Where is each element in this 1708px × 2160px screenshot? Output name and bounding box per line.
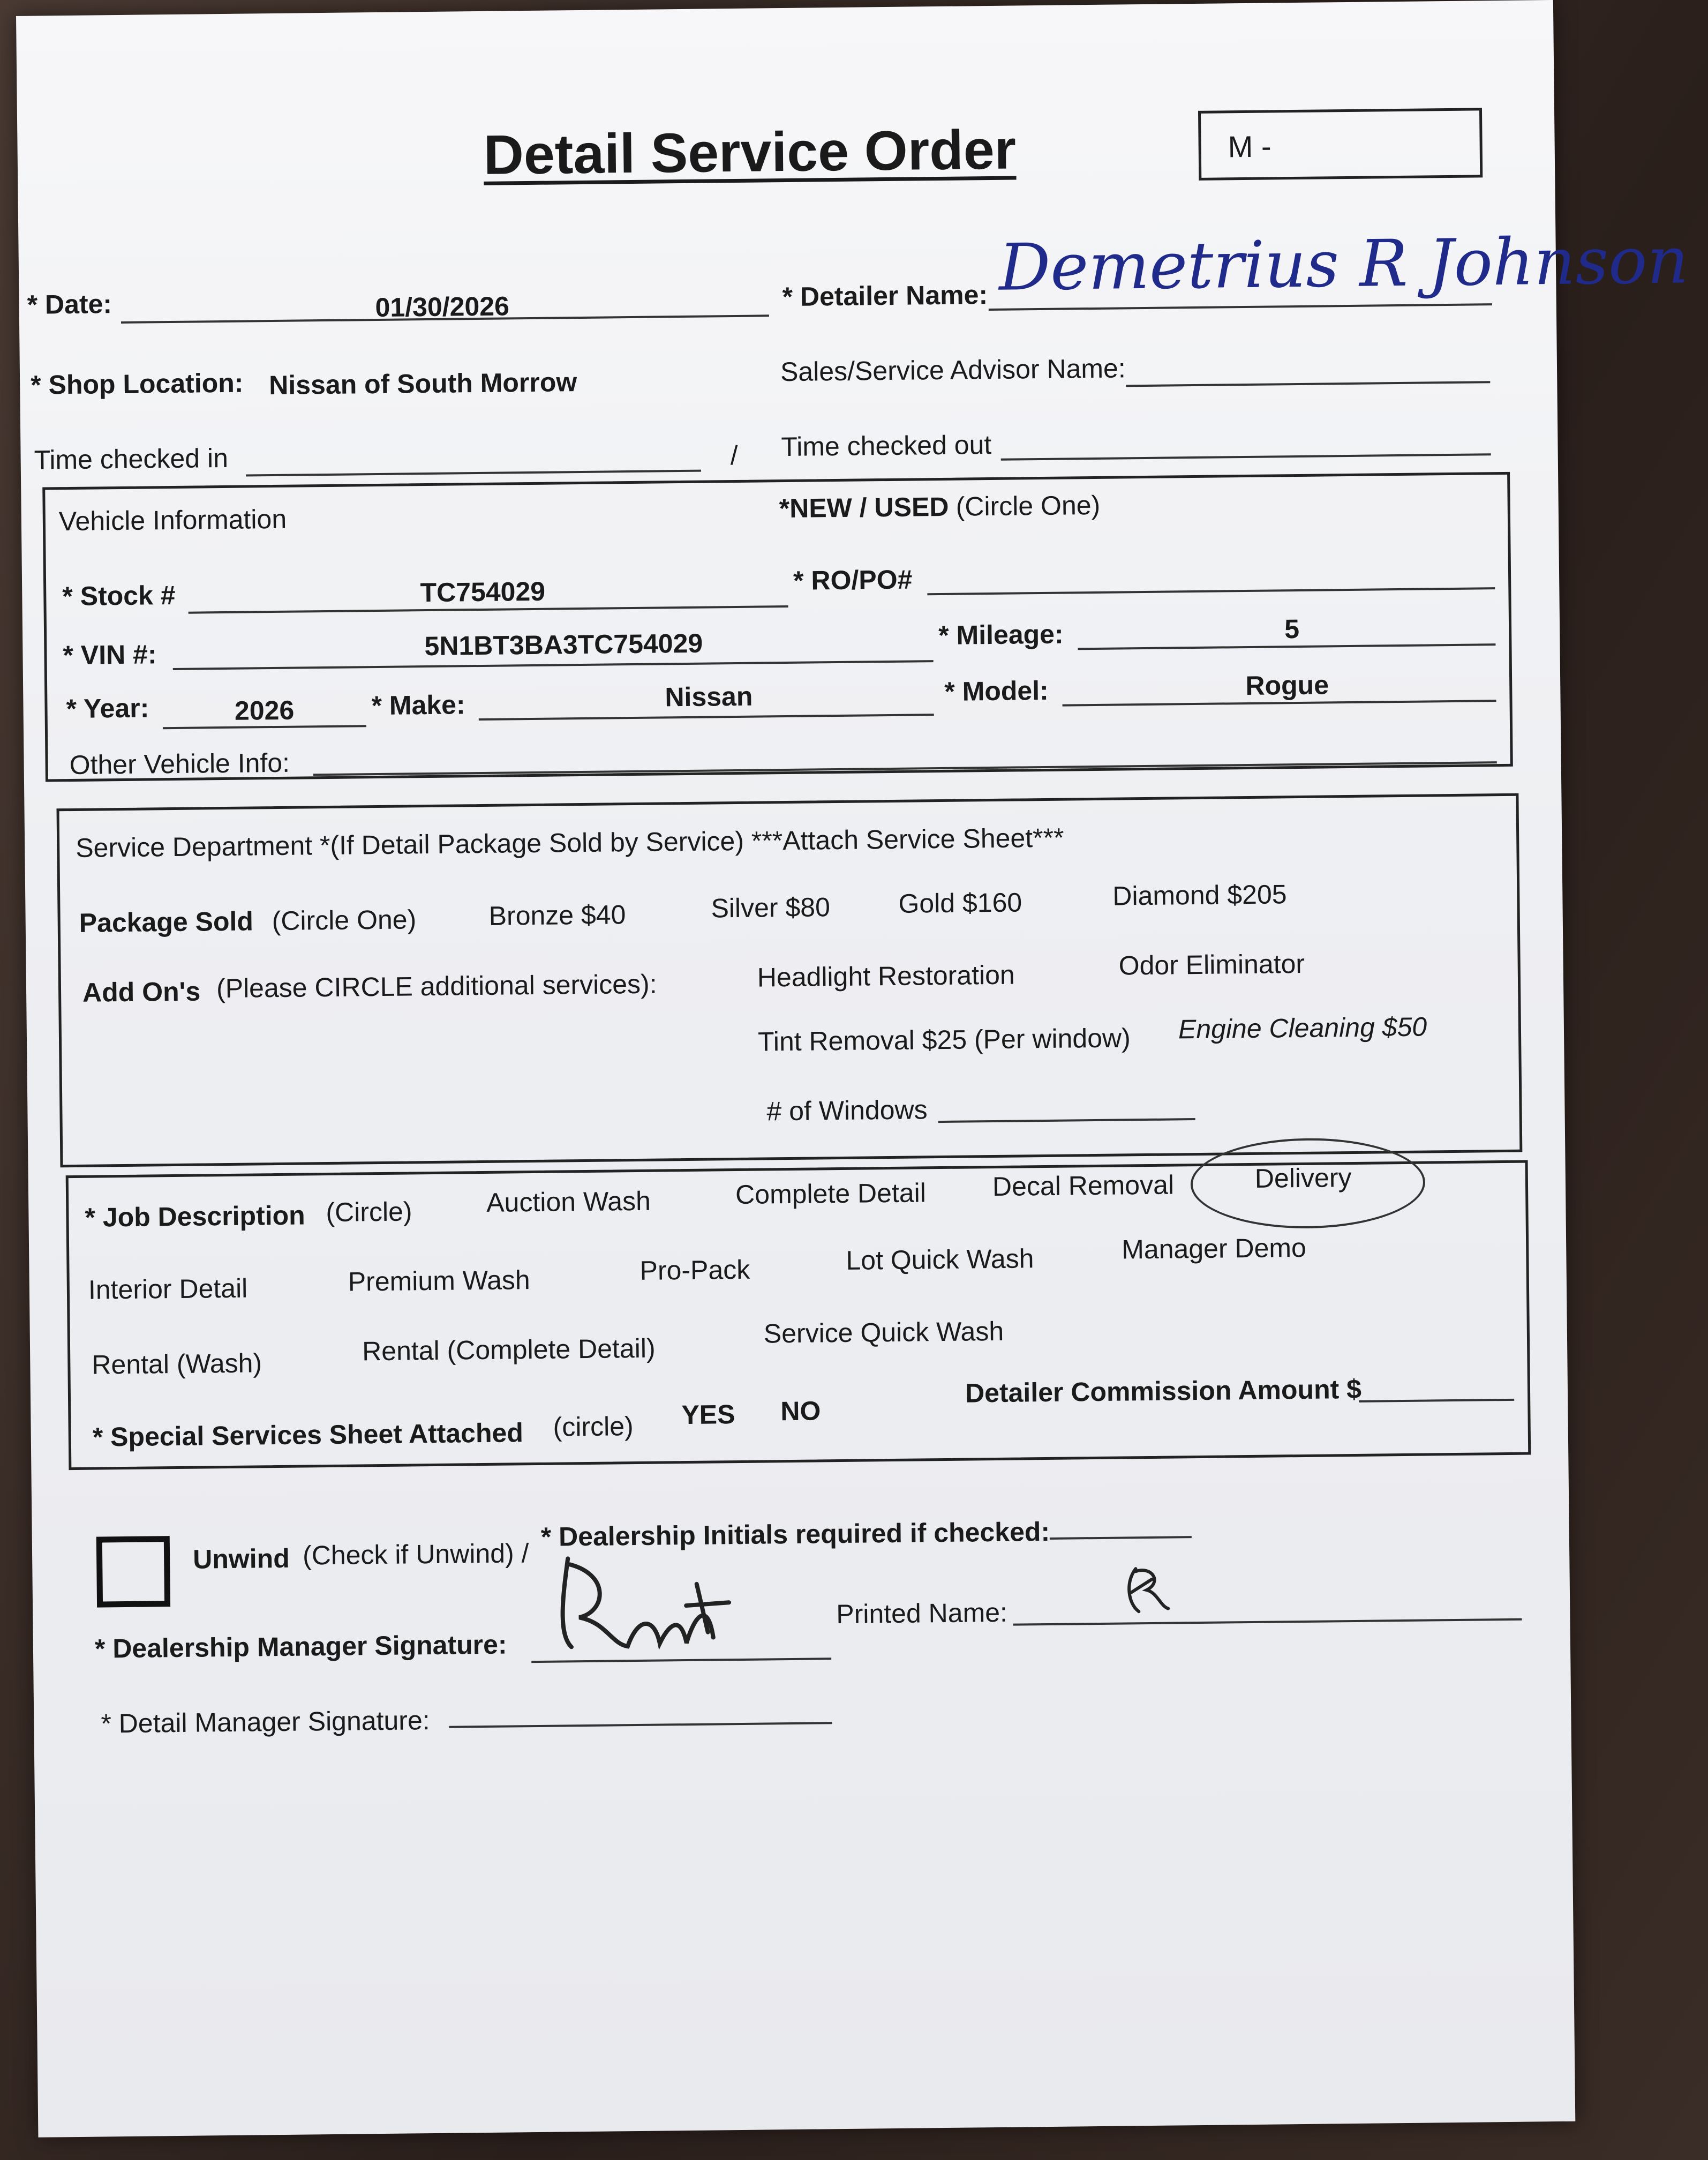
shop-location-value[interactable]: Nissan of South Morrow [268,367,577,401]
unwind-label: Unwind [192,1543,290,1574]
job-lot-quick-wash[interactable]: Lot Quick Wash [846,1243,1034,1276]
time-out-line[interactable] [1001,453,1491,461]
detailer-name-signature[interactable]: Demetrius R Johnson [998,223,1689,305]
commission-label: Detailer Commission Amount $ [965,1374,1362,1408]
detail-manager-signature-label: * Detail Manager Signature: [101,1705,430,1739]
package-diamond[interactable]: Diamond $205 [1112,879,1287,911]
special-services-hint: (circle) [553,1411,634,1442]
date-label: * Date: [27,289,112,320]
unwind-hint: (Check if Unwind) / [302,1538,529,1571]
printed-name-line[interactable] [1013,1618,1522,1626]
make-value[interactable]: Nissan [665,681,753,712]
addon-headlight-restoration[interactable]: Headlight Restoration [757,959,1015,993]
form-number-label: M - [1228,129,1271,164]
special-services-no[interactable]: NO [780,1396,821,1427]
addon-odor-eliminator[interactable]: Odor Eliminator [1118,948,1305,981]
year-value[interactable]: 2026 [234,695,295,726]
vin-value[interactable]: 5N1BT3BA3TC754029 [424,628,703,662]
mileage-value[interactable]: 5 [1284,613,1300,644]
vin-label: * VIN #: [63,639,157,671]
dealership-manager-signature-scribble [546,1551,751,1661]
package-sold-hint: (Circle One) [272,904,417,936]
job-pro-pack[interactable]: Pro-Pack [639,1254,750,1286]
service-department-heading: Service Department *(If Detail Package Sold by Service) ***Attach Service Sheet*** [75,822,1064,863]
model-value[interactable]: Rogue [1245,670,1329,701]
make-label: * Make: [371,689,465,721]
windows-count-label: # of Windows [766,1094,928,1127]
unwind-checkbox[interactable] [96,1536,170,1607]
advisor-name-label: Sales/Service Advisor Name: [780,353,1126,387]
vehicle-info-heading: Vehicle Information [58,504,287,537]
special-services-yes[interactable]: YES [681,1399,735,1430]
detail-manager-signature-line[interactable] [449,1722,832,1728]
printed-name-scribble [1114,1560,1179,1619]
year-label: * Year: [66,693,149,724]
shop-location-label: * Shop Location: [30,368,244,400]
time-in-line[interactable] [246,470,701,477]
detailer-name-label: * Detailer Name: [782,280,988,312]
add-ons-hint: (Please CIRCLE additional services): [216,969,657,1004]
date-value[interactable]: 01/30/2026 [375,291,510,323]
ro-po-label: * RO/PO# [793,564,913,596]
service-order-form [16,0,1689,2138]
model-label: * Model: [944,675,1049,707]
job-auction-wash[interactable]: Auction Wash [486,1186,651,1218]
package-bronze[interactable]: Bronze $40 [488,899,626,931]
job-interior-detail[interactable]: Interior Detail [88,1273,248,1305]
package-gold[interactable]: Gold $160 [898,887,1022,919]
time-separator: / [730,440,738,471]
job-service-quick-wash[interactable]: Service Quick Wash [763,1316,1004,1349]
dealership-initials-label: * Dealership Initials required if checked: [540,1516,1050,1552]
job-description-label: * Job Description [85,1200,305,1233]
printed-name-label: Printed Name: [836,1597,1008,1630]
time-in-label: Time checked in [34,442,229,475]
job-rental-complete-detail[interactable]: Rental (Complete Detail) [362,1333,656,1367]
package-sold-label: Package Sold [79,906,254,938]
add-ons-label: Add On's [82,976,201,1008]
form-title: Detail Service Order [483,118,1017,186]
stock-value[interactable]: TC754029 [420,576,546,608]
special-services-label: * Special Services Sheet Attached [92,1418,524,1452]
stock-label: * Stock # [62,580,176,612]
job-delivery[interactable]: Delivery [1254,1162,1352,1194]
mileage-label: * Mileage: [938,619,1064,651]
new-used-label: *NEW / USED [779,491,949,524]
job-complete-detail[interactable]: Complete Detail [735,1178,927,1210]
addon-tint-removal[interactable]: Tint Removal $25 (Per window) [757,1023,1131,1057]
other-vehicle-info-label: Other Vehicle Info: [69,747,290,781]
job-decal-removal[interactable]: Decal Removal [992,1169,1175,1202]
job-description-hint: (Circle) [326,1196,412,1228]
job-rental-wash[interactable]: Rental (Wash) [92,1348,262,1380]
dealership-manager-signature-label: * Dealership Manager Signature: [94,1629,507,1664]
new-used-hint: (Circle One) [955,490,1101,522]
package-silver[interactable]: Silver $80 [711,892,831,924]
addon-engine-cleaning[interactable]: Engine Cleaning $50 [1178,1011,1427,1045]
job-manager-demo[interactable]: Manager Demo [1121,1232,1307,1265]
job-premium-wash[interactable]: Premium Wash [348,1265,530,1297]
time-out-label: Time checked out [781,429,992,462]
advisor-name-line[interactable] [1126,381,1490,387]
form-number-box[interactable] [1198,108,1483,181]
dealership-initials-line[interactable] [1050,1536,1192,1540]
